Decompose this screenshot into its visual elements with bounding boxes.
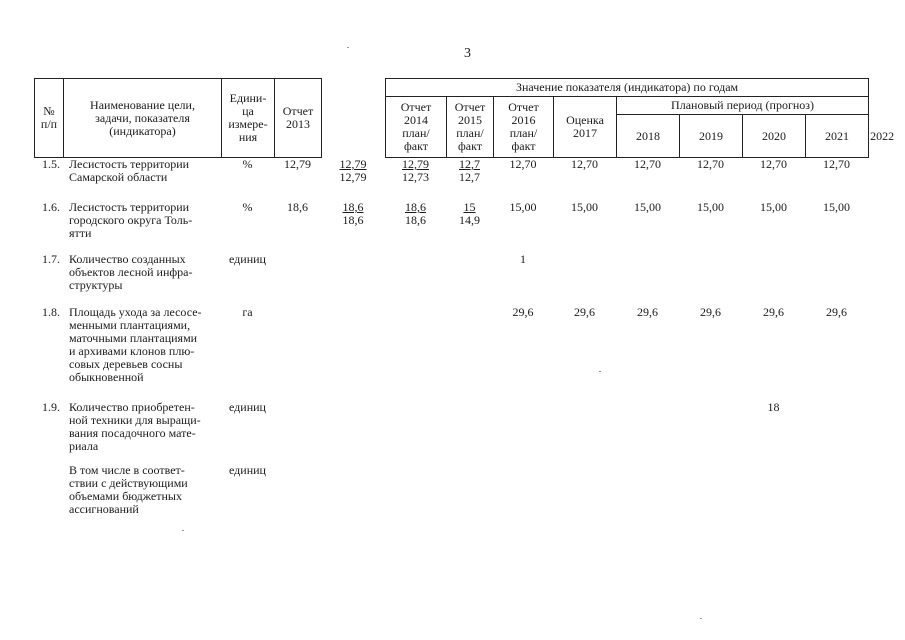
table-row	[34, 464, 868, 524]
row-2015: 18,6 18,6	[405, 200, 426, 227]
table-row	[34, 306, 868, 401]
scan-speck	[599, 371, 601, 372]
header-year-2021: 2021	[806, 115, 869, 158]
header-2015: Отчет 2015 план/ факт	[447, 97, 494, 158]
row-2020	[679, 253, 742, 306]
row-2013: 18,6	[287, 200, 308, 214]
row-2019	[616, 253, 679, 306]
row-2022	[805, 464, 868, 524]
row-2015	[385, 464, 446, 524]
row-2020: 12,70	[697, 157, 724, 171]
row-2022: 29,6	[826, 305, 847, 319]
row-2021: 15,00	[760, 200, 787, 214]
row-2015	[385, 306, 446, 401]
row-2015	[385, 253, 446, 306]
row-2013	[274, 253, 321, 306]
row-2020: 15,00	[697, 200, 724, 214]
row-name: Количество созданных объектов лесной инфра- структуры	[69, 252, 193, 292]
row-unit: %	[242, 200, 253, 214]
row-2016	[446, 253, 493, 306]
row-name: Лесистость территории Самарской области	[69, 157, 190, 184]
row-2016: 12,7 12,7	[459, 157, 480, 184]
row-2016: 15 14,9	[459, 200, 480, 227]
row-2013	[274, 464, 321, 524]
row-2018	[553, 401, 616, 464]
page-number: 3	[464, 46, 471, 61]
header-year-2020: 2020	[743, 115, 806, 158]
table-header: № п/п Наименование цели, задачи, показателя (индикатора) Едини- ца измере- ния Отчет 2013 Значение показателя (индикатора) по годам Отчет 2014 план/ факт Отчет 2015 план/ факт Отчет 2016 план/ факт Оценка 2017 Плановый период (прогноз) 2018 2019 2020 2021 2022	[34, 78, 869, 158]
row-name: Количество приобретен- ной техники для выращи- вания посадочного мате- риала	[69, 400, 201, 453]
row-2018: 29,6	[574, 305, 595, 319]
header-2017: Оценка 2017	[554, 97, 617, 158]
table-row	[34, 253, 868, 306]
row-unit: га	[242, 305, 253, 319]
header-unit: Едини- ца измере- ния	[222, 79, 275, 158]
row-name: В том числе в соответ- ствии с действующими объемами бюджетных ассигнований	[69, 463, 188, 516]
row-2021: 12,70	[760, 157, 787, 171]
row-num: 1.9.	[42, 400, 60, 414]
row-name: Площадь ухода за лесосе- менными плантациями, маточными плантациями и архивами клонов плю- совых деревьев сосны обыкновенной	[69, 305, 202, 384]
row-2013: 12,79	[284, 157, 311, 171]
row-2014	[321, 401, 385, 464]
header-num: № п/п	[35, 79, 64, 158]
row-unit: %	[242, 157, 253, 171]
row-2014	[321, 253, 385, 306]
row-2022: 12,70	[823, 157, 850, 171]
row-2017	[493, 464, 553, 524]
table-row	[34, 201, 868, 253]
header-2016: Отчет 2016 план/ факт	[494, 97, 554, 158]
table-row	[34, 158, 868, 201]
row-2021: 18	[767, 400, 780, 414]
row-num: 1.7.	[42, 252, 60, 266]
table-body	[34, 158, 868, 524]
row-2020	[679, 464, 742, 524]
row-num: 1.5.	[42, 157, 60, 171]
row-2017: 1	[520, 252, 526, 266]
row-num: 1.8.	[42, 305, 60, 319]
row-2015	[385, 401, 446, 464]
row-2016	[446, 401, 493, 464]
row-num: 1.6.	[42, 200, 60, 214]
row-2017	[493, 401, 553, 464]
row-unit: единиц	[229, 463, 266, 477]
row-2018	[553, 253, 616, 306]
header-plan-period: Плановый период (прогноз)	[617, 97, 869, 115]
row-2020: 29,6	[700, 305, 721, 319]
row-2013	[274, 306, 321, 401]
row-2013	[274, 401, 321, 464]
scan-speck	[700, 618, 702, 619]
row-2014	[321, 464, 385, 524]
row-2014: 12,79 12,79	[339, 157, 367, 184]
row-2019: 12,70	[634, 157, 661, 171]
row-2019: 15,00	[634, 200, 661, 214]
row-2017: 29,6	[512, 305, 534, 319]
header-year-2019: 2019	[680, 115, 743, 158]
header-name: Наименование цели, задачи, показателя (индикатора)	[64, 79, 222, 158]
row-2016	[446, 464, 493, 524]
row-2022	[805, 401, 868, 464]
row-2017: 15,00	[509, 200, 537, 214]
row-2016	[446, 306, 493, 401]
row-2017: 12,70	[509, 157, 537, 171]
row-2014	[321, 306, 385, 401]
row-2014: 18,6 18,6	[342, 200, 364, 227]
row-2018: 12,70	[571, 157, 598, 171]
scan-speck	[347, 47, 349, 48]
header-group-title: Значение показателя (индикатора) по годам	[386, 79, 869, 97]
header-year-2018: 2018	[617, 115, 680, 158]
row-2018: 15,00	[571, 200, 598, 214]
row-num	[34, 464, 63, 524]
row-2015: 12,79 12,73	[402, 157, 429, 184]
row-2018	[553, 464, 616, 524]
row-2022: 15,00	[823, 200, 850, 214]
row-2019	[616, 401, 679, 464]
header-2014: Отчет 2014 план/ факт	[386, 97, 447, 158]
row-2022	[805, 253, 868, 306]
row-2021: 29,6	[763, 305, 784, 319]
row-unit: единиц	[229, 400, 266, 414]
row-2020	[679, 401, 742, 464]
row-2021	[742, 253, 805, 306]
row-2019: 29,6	[637, 305, 658, 319]
header-2013: Отчет 2013	[275, 79, 322, 158]
row-2019	[616, 464, 679, 524]
row-unit: единиц	[229, 252, 266, 266]
table-row	[34, 401, 868, 464]
row-2021	[742, 464, 805, 524]
row-name: Лесистость территории городского округа Толь- ятти	[69, 200, 193, 240]
header-gap	[322, 79, 386, 158]
scan-speck	[182, 530, 184, 531]
